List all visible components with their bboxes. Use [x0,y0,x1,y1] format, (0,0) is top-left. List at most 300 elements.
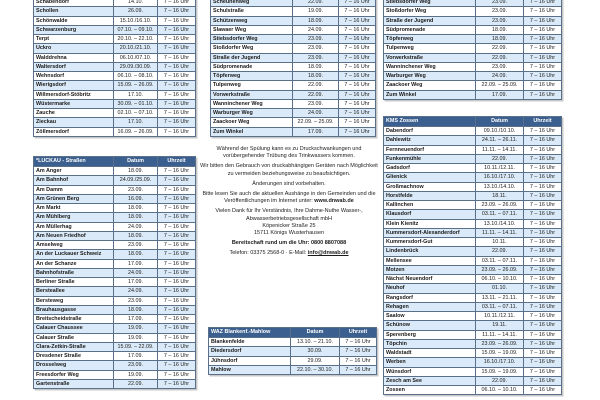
time-cell: 7 – 16 Uhr [158,118,196,127]
date-cell: 22.09. – 25.09. [476,81,524,90]
time-cell: 7 – 16 Uhr [524,136,562,145]
date-cell: 17.10. [114,90,158,99]
location-cell: Gartenstraße [34,379,114,388]
time-cell: 7 – 16 Uhr [524,127,562,136]
date-cell: 22.10. – 30.10. [291,365,340,374]
location-cell: Uckro [34,44,114,53]
date-cell: 18.09. [114,167,158,176]
date-cell: 24.09. [476,72,524,81]
time-cell: 7 – 16 Uhr [158,342,196,351]
location-cell: Am Neuen Friedhof [34,231,114,240]
table-header-row [384,117,562,127]
time-cell: 7 – 16 Uhr [524,339,562,348]
location-cell: Tulpenweg [211,81,293,90]
time-cell: 7 – 16 Uhr [158,287,196,296]
time-cell: 7 – 16 Uhr [524,44,562,53]
middle-schedule-body [211,0,376,136]
kms-zossen-schedule-table [383,116,562,395]
location-cell: Terpt [34,35,114,44]
table-row [211,7,376,16]
location-cell: Zieckau [34,118,114,127]
date-cell: 17.09. [114,259,158,268]
date-cell: 18.09. [476,35,524,44]
time-cell: 7 – 16 Uhr [158,204,196,213]
table-row [34,259,196,268]
table-row [211,44,376,53]
date-cell: 23.09. – 26.09. [476,339,524,348]
time-cell: 7 – 16 Uhr [524,386,562,395]
notice-changes-reserved: Änderungen sind vorbehalten. [252,180,326,187]
location-cell: Warburger Weg [211,109,293,118]
location-cell: Mellensee [384,256,476,265]
time-cell: 7 – 16 Uhr [524,312,562,321]
table-row [384,62,562,71]
date-cell: 30.09. [291,347,340,356]
right-schedule-body [384,0,562,99]
time-cell: 7 – 16 Uhr [158,127,196,136]
date-cell: 23.09. [114,361,158,370]
table-row [384,219,562,228]
time-cell: 7 – 16 Uhr [524,228,562,237]
date-cell: 22.09. [476,154,524,163]
notice-text-block [200,146,378,260]
table-row [384,302,562,311]
time-cell: 7 – 16 Uhr [524,256,562,265]
table-row [384,201,562,210]
date-cell: 10.11./12.11. [476,164,524,173]
date-cell: 16.09. [114,194,158,203]
table-row [384,210,562,219]
date-cell: 19.11. [476,321,524,330]
date-cell: 22.09. [476,376,524,385]
table-row [384,358,562,367]
location-cell: Sperenberg [384,330,476,339]
location-cell: Rangsdorf [384,293,476,302]
right-schedule-table [383,0,562,100]
table-row [384,53,562,62]
date-cell: 23.09. [476,16,524,25]
time-cell: 7 – 16 Uhr [524,90,562,99]
date-cell: 23.09. – 26.09. [476,201,524,210]
time-cell: 7 – 16 Uhr [339,90,376,99]
time-cell: 7 – 16 Uhr [158,222,196,231]
column-header-time: Uhrzeit [340,328,377,338]
time-cell: 7 – 16 Uhr [524,62,562,71]
waz-schedule-body [209,338,377,375]
table-row [384,25,562,34]
table-row [34,7,196,16]
location-cell: Klein Kienitz [384,219,476,228]
location-cell: Töpferweg [384,35,476,44]
time-cell: 7 – 16 Uhr [339,81,376,90]
company-street: Köpenicker Straße 25 [262,223,316,230]
time-cell: 7 – 16 Uhr [158,62,196,71]
table-row [384,256,562,265]
location-cell: Mahlow [209,365,291,374]
date-cell: 16.09. – 26.09. [114,127,158,136]
table-row [34,62,196,71]
location-cell: Rehagen [384,302,476,311]
table-row [211,25,376,34]
location-cell: Am Anger [34,167,114,176]
table-header-row [209,328,377,338]
table-row [211,35,376,44]
table-row [34,109,196,118]
table-row [34,379,196,388]
table-row [34,176,196,185]
location-cell: Tulpenweg [384,44,476,53]
table-row [34,268,196,277]
date-cell: 22.09. [476,44,524,53]
date-cell: 23.09. [114,185,158,194]
time-cell: 7 – 16 Uhr [339,118,376,127]
location-cell: Zesch am See [384,376,476,385]
location-cell: Neuhof [384,284,476,293]
table-row [34,118,196,127]
location-cell: Töpchin [384,339,476,348]
table-row [211,127,376,136]
table-row [34,167,196,176]
date-cell: 19.09. [114,370,158,379]
date-cell: 22.09. [293,81,339,90]
time-cell: 7 – 16 Uhr [158,296,196,305]
location-cell: Straße der Jugend [211,53,293,62]
date-cell: 22.09. [114,379,158,388]
date-cell: 18.09. [114,213,158,222]
date-cell: 14.10. [114,0,158,7]
date-cell: 18.09. [114,204,158,213]
location-cell: Bersteallee [34,287,114,296]
date-cell: 24.09. [114,222,158,231]
table-row [384,339,562,348]
table-row [34,194,196,203]
table-row [384,228,562,237]
location-cell: Schwarzenburg [34,25,114,34]
time-cell: 7 – 16 Uhr [158,90,196,99]
table-row [211,81,376,90]
time-cell: 7 – 16 Uhr [158,99,196,108]
time-cell: 7 – 16 Uhr [158,241,196,250]
time-cell: 7 – 16 Uhr [158,53,196,62]
date-cell: 19.09. [293,7,339,16]
date-cell: 13.11. – 21.11. [476,293,524,302]
table-row [384,127,562,136]
time-cell: 7 – 16 Uhr [524,302,562,311]
left-schedule-body [34,0,196,136]
date-cell: 06.10. – 08.10. [114,72,158,81]
table-row [34,25,196,34]
luckau-schedule-body [34,167,196,389]
location-cell: Am Damm [34,185,114,194]
location-cell: Wünsdorf [384,367,476,376]
location-cell: Am Mühlberg [34,213,114,222]
date-cell: 06.10. – 10.10. [476,386,524,395]
time-cell: 7 – 16 Uhr [524,238,562,247]
location-cell: An der Luckauer Schweiz [34,250,114,259]
date-cell: 16.10./17.10. [476,173,524,182]
date-cell: 18.11. [476,191,524,200]
table-row [34,204,196,213]
date-cell: 22.09. [293,90,339,99]
location-cell: Wanninchener Weg [384,62,476,71]
location-cell: Willmersdorf-Stöbritz [34,90,114,99]
time-cell: 7 – 16 Uhr [339,7,376,16]
date-cell: 11.11. – 14.11. [476,228,524,237]
notice-announcements-text: Bitte lesen Sie auch die aktuellen Aushänge in den Gemeinden und die Veröffentlichungen im Internet unter: [202,190,376,205]
date-cell: 18.09. [293,72,339,81]
table-row [34,127,196,136]
date-cell: 24.09. [114,287,158,296]
table-row [211,118,376,127]
date-cell: 23.09. [114,241,158,250]
location-cell: Horstfelde [384,191,476,200]
time-cell: 7 – 16 Uhr [158,370,196,379]
date-cell: 18.09. [114,250,158,259]
notice-thanks [200,208,378,238]
time-cell: 7 – 16 Uhr [524,7,562,16]
date-cell: 13.10./14.10. [476,182,524,191]
table-row [34,53,196,62]
table-row [211,16,376,25]
table-row [209,338,377,347]
time-cell: 7 – 16 Uhr [524,16,562,25]
date-cell: 24.09. [293,25,339,34]
time-cell: 7 – 16 Uhr [339,53,376,62]
time-cell: 7 – 16 Uhr [339,25,376,34]
column-header-location: WAZ Blankenf.-Mahlow [209,328,291,338]
location-cell: Blankenfelde [209,338,291,347]
date-cell: 18.09. [114,231,158,240]
table-row [34,278,196,287]
time-cell: 7 – 16 Uhr [524,247,562,256]
date-cell: 10.11./12.11. [476,312,524,321]
time-cell: 7 – 16 Uhr [524,154,562,163]
table-row [34,324,196,333]
time-cell: 7 – 16 Uhr [524,35,562,44]
location-cell: Großmachnow [384,182,476,191]
date-cell: 24.09. [114,268,158,277]
location-cell: Saalow [384,312,476,321]
date-cell: 17.09. [293,127,339,136]
location-cell: Schönwalde [34,16,114,25]
date-cell: 18.09. [293,16,339,25]
table-row [211,0,376,7]
table-row [34,99,196,108]
location-cell: Slawaer Weg [211,25,293,34]
location-cell: Waltersdorf [34,62,114,71]
date-cell: 03.11. – 07.11. [476,256,524,265]
location-cell: Straße der Jugend [384,16,476,25]
location-cell: Zaackoer Weg [384,81,476,90]
date-cell: 17.09. [476,90,524,99]
table-row [34,16,196,25]
date-cell: 13.10. – 21.10. [291,338,340,347]
date-cell: 20.10. – 22.10. [114,35,158,44]
time-cell: 7 – 16 Uhr [340,347,377,356]
time-cell: 7 – 16 Uhr [339,62,376,71]
time-cell: 7 – 16 Uhr [340,356,377,365]
time-cell: 7 – 16 Uhr [524,191,562,200]
location-cell: Schabendorf [34,0,114,7]
website-link[interactable]: www.dnwab.de [314,198,354,205]
table-row [211,72,376,81]
time-cell: 7 – 16 Uhr [524,81,562,90]
date-cell: 15.09. – 26.09. [114,81,158,90]
table-row [209,356,377,365]
date-cell: 09.10./10.10. [476,127,524,136]
time-cell: 7 – 16 Uhr [524,25,562,34]
time-cell: 7 – 16 Uhr [158,7,196,16]
table-row [384,265,562,274]
table-row [34,241,196,250]
table-row [211,109,376,118]
location-cell: Nächst Neuendorf [384,275,476,284]
date-cell: 19.09. [114,324,158,333]
location-cell: Motzen [384,265,476,274]
table-row [34,231,196,240]
location-cell: Stiebsdorfer Weg [211,35,293,44]
date-cell: 30.09. – 01.10. [114,99,158,108]
table-row [34,250,196,259]
email-label: E-Mail: [289,250,308,257]
date-cell: 23.09. [114,296,158,305]
table-row [34,287,196,296]
column-header-time: Uhrzeit [524,117,562,127]
location-cell: Schulstraße [211,7,293,16]
location-cell: Dabendorf [384,127,476,136]
table-row [384,44,562,53]
time-cell: 7 – 16 Uhr [340,338,377,347]
table-row [211,62,376,71]
thanks-company-text: Vielen Dank für Ihr Verständnis, Ihre Dahme-Nuthe Wasser-, Abwasserbetriebsgesellschaft mbH [215,208,363,222]
date-cell: 22.09. [476,53,524,62]
date-cell: 01.10. [476,284,524,293]
location-cell: Wehnsdorf [34,72,114,81]
table-row [209,347,377,356]
time-cell: 7 – 16 Uhr [524,164,562,173]
date-cell: 23.09. [476,62,524,71]
time-cell: 7 – 16 Uhr [524,367,562,376]
location-cell: Am Müllerhag [34,222,114,231]
table-row [384,35,562,44]
table-row [34,342,196,351]
table-row [211,53,376,62]
time-cell: 7 – 16 Uhr [158,185,196,194]
phone-number: Telefon: 03375 2568-0 [229,250,285,257]
time-cell: 7 – 16 Uhr [524,72,562,81]
location-cell: Am Bahnhof [34,176,114,185]
date-cell: 18.09. [476,25,524,34]
time-cell: 7 – 16 Uhr [339,16,376,25]
time-cell: 7 – 16 Uhr [524,182,562,191]
email-link[interactable]: info@dnwab.de [307,250,349,257]
middle-schedule-table [210,0,376,137]
table-row [34,0,196,7]
date-cell: 03.11. – 07.11. [476,210,524,219]
column-header-date: Datum [476,117,524,127]
date-cell: 15.09. – 19.09. [476,349,524,358]
time-cell: 7 – 16 Uhr [158,81,196,90]
time-cell: 7 – 16 Uhr [524,330,562,339]
location-cell: Am Markt [34,204,114,213]
location-cell: Wüstermarke [34,99,114,108]
time-cell: 7 – 16 Uhr [158,35,196,44]
date-cell: 03.11. – 07.11. [476,302,524,311]
time-cell: 7 – 16 Uhr [158,25,196,34]
location-cell: Wierigsdorf [34,81,114,90]
column-header-date: Datum [291,328,340,338]
date-cell: 11.11. – 14.11. [476,145,524,154]
location-cell: Zöllmersdorf [34,127,114,136]
time-cell: 7 – 16 Uhr [524,265,562,274]
location-cell: Kummersdorf-Gut [384,238,476,247]
date-cell: 06.10./07.10. [114,53,158,62]
time-cell: 7 – 16 Uhr [158,109,196,118]
time-cell: 7 – 16 Uhr [524,376,562,385]
time-cell: 7 – 16 Uhr [158,194,196,203]
table-row [384,312,562,321]
time-cell: 7 – 16 Uhr [158,176,196,185]
time-cell: 7 – 16 Uhr [158,361,196,370]
location-cell: Wanninchener Weg [211,99,293,108]
date-cell: 15.09. – 19.09. [476,367,524,376]
table-row [384,7,562,16]
location-cell: Dahlewitz [384,136,476,145]
column-header-location: KMS Zossen [384,117,476,127]
date-cell: 07.10. – 09.10. [114,25,158,34]
location-cell: Amselweg [34,241,114,250]
table-row [384,154,562,163]
date-cell: 23.09. [293,44,339,53]
kms-zossen-schedule-body [384,127,562,395]
time-cell: 7 – 16 Uhr [158,324,196,333]
date-cell: 17.09. [114,352,158,361]
company-city: 15711 Königs Wusterhausen [253,230,325,237]
time-cell: 7 – 16 Uhr [524,201,562,210]
table-row [34,296,196,305]
time-cell: 7 – 16 Uhr [158,333,196,342]
table-row [384,164,562,173]
time-cell: 7 – 16 Uhr [524,173,562,182]
time-cell: 7 – 16 Uhr [158,259,196,268]
time-cell: 7 – 16 Uhr [340,365,377,374]
location-cell: Schützenweg [211,16,293,25]
location-cell: An der Schanze [34,259,114,268]
location-cell: Scheunenweg [211,0,293,7]
location-cell: Funkenmühle [384,154,476,163]
time-cell: 7 – 16 Uhr [158,379,196,388]
table-row [384,238,562,247]
column-header-time: Uhrzeit [158,157,196,167]
table-row [384,16,562,25]
column-header-date: Datum [114,157,158,167]
table-row [34,35,196,44]
date-cell: 29.09./30.09. [114,62,158,71]
time-cell: 7 – 16 Uhr [158,352,196,361]
time-cell: 7 – 16 Uhr [158,305,196,314]
location-cell: Brauhausgasse [34,305,114,314]
location-cell: Diedersdorf [209,347,291,356]
date-cell: 24.09. [293,109,339,118]
date-cell: 19.09. [114,333,158,342]
table-row [384,367,562,376]
time-cell: 7 – 16 Uhr [158,44,196,53]
hotline-text: Bereitschaft rund um die Uhr: 0800 8807088 [231,240,347,247]
location-cell: Zauche [34,109,114,118]
location-cell: Glienick [384,173,476,182]
time-cell: 7 – 16 Uhr [524,219,562,228]
table-row [384,321,562,330]
